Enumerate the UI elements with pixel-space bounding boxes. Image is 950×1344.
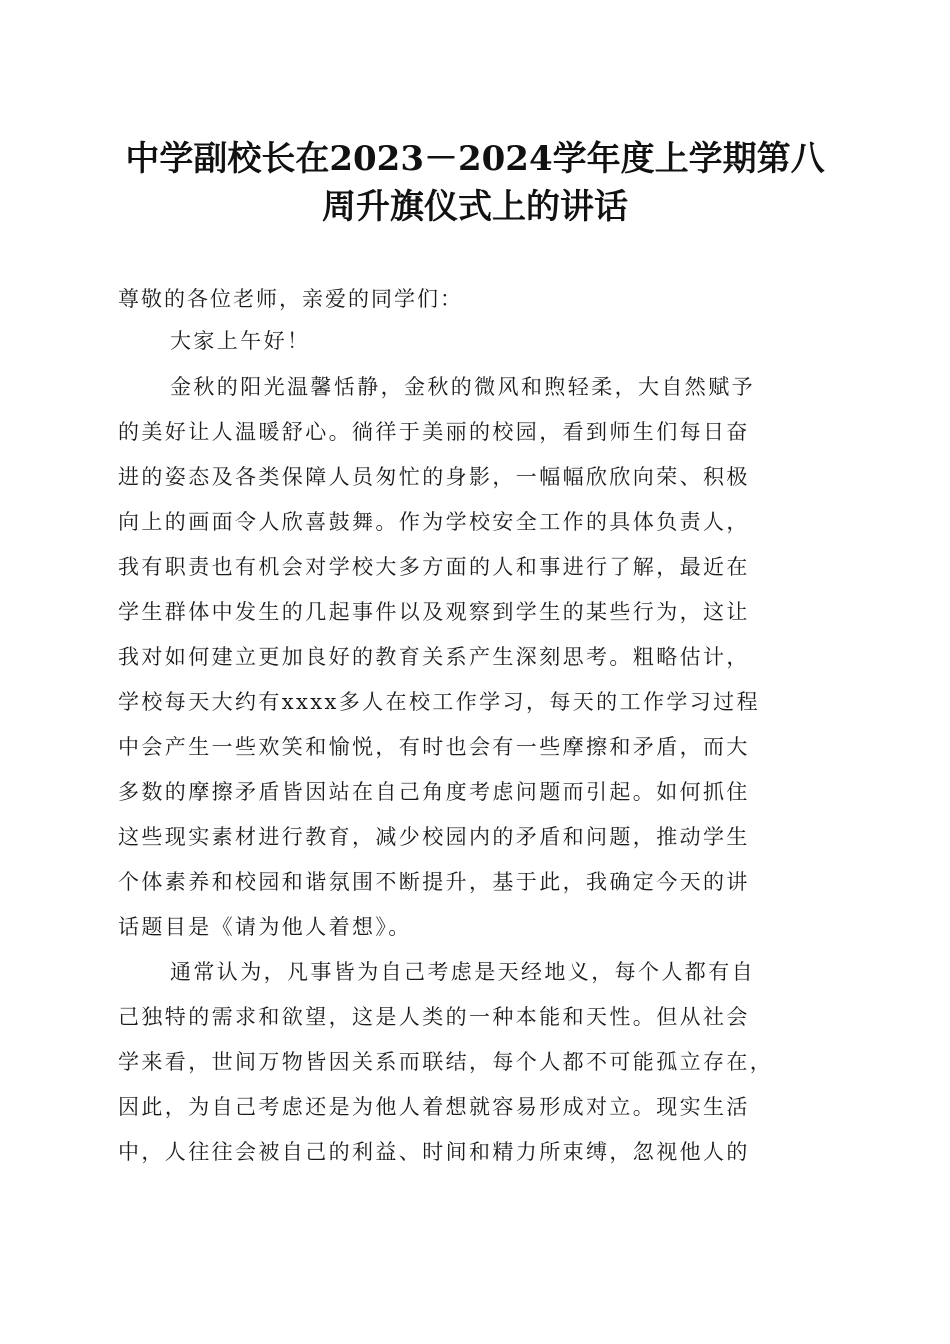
paragraph-line: 的美好让人温暖舒心。徜徉于美丽的校园，看到师生们每日奋 xyxy=(118,420,750,444)
paragraph-line: 个体素养和校园和谐氛围不断提升，基于此，我确定今天的讲 xyxy=(118,870,750,894)
paragraph-line: 多数的摩擦矛盾皆因站在自己角度考虑问题而引起。如何抓住 xyxy=(118,780,750,804)
paragraph-line: 通常认为，凡事皆为自己考虑是天经地义，每个人都有自 xyxy=(170,960,755,984)
paragraph-line: 中会产生一些欢笑和愉悦，有时也会有一些摩擦和矛盾，而大 xyxy=(118,735,750,759)
paragraph-line: 进的姿态及各类保障人员匆忙的身影，一幅幅欣欣向荣、积极 xyxy=(118,465,750,489)
paragraph-line: 这些现实素材进行教育，减少校园内的矛盾和问题，推动学生 xyxy=(118,825,750,849)
paragraph-line: 因此，为自己考虑还是为他人着想就容易形成对立。现实生活 xyxy=(118,1095,750,1119)
paragraph-line: 学来看，世间万物皆因关系而联结，每个人都不可能孤立存在， xyxy=(118,1050,774,1074)
paragraph-line: 中，人往往会被自己的利益、时间和精力所束缚，忽视他人的 xyxy=(118,1140,750,1164)
greeting: 大家上午好！ xyxy=(170,329,311,353)
paragraph-line: 己独特的需求和欲望，这是人类的一种本能和天性。但从社会 xyxy=(118,1005,750,1029)
paragraph-line: 金秋的阳光温馨恬静，金秋的微风和煦轻柔，大自然赋予 xyxy=(170,375,755,399)
paragraph-line: 学生群体中发生的几起事件以及观察到学生的某些行为，这让 xyxy=(118,600,750,624)
document-title-line-2: 周升旗仪式上的讲话 xyxy=(322,187,628,227)
paragraph-line: 话题目是《请为他人着想》。 xyxy=(118,915,412,939)
paragraph-line: 向上的画面令人欣喜鼓舞。作为学校安全工作的具体负责人， xyxy=(118,510,750,534)
salutation: 尊敬的各位老师，亲爱的同学们： xyxy=(118,287,463,311)
paragraph-line: 学校每天大约有xxxx多人在校工作学习，每天的工作学习过程 xyxy=(118,690,760,714)
paragraph-line: 我有职责也有机会对学校大多方面的人和事进行了解，最近在 xyxy=(118,555,750,579)
paragraph-line: 我对如何建立更加良好的教育关系产生深刻思考。粗略估计， xyxy=(118,645,750,669)
document-title-line-1: 中学副校长在2023－2024学年度上学期第八 xyxy=(125,139,825,179)
